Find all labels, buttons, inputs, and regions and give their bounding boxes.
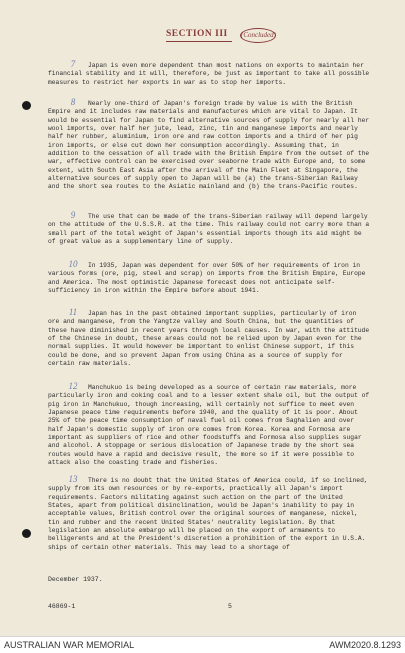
paragraph-text: The use that can be made of the trans-Siberian railway will depend largely on the attitude of the U.S.S.R. at the time. This railway could not carry more than a small part of the total weight of Japan's essential imports though its aid might be of great value as a supplementary line of supply. (48, 213, 370, 246)
paragraph-number: 8 (70, 97, 76, 107)
section-label: SECTION III (166, 29, 228, 39)
punch-hole (22, 529, 31, 538)
paragraph-text: Japan has in the past obtained important supplies, particularly of iron ore and manganese, from the Yangtze valley and South China, but the quantities of these have diminished in recent years through local causes. In war, with the attitude of the Chinese in doubt, these areas could not be relied upon by Japan even for the normal supplies. It would however be important to enlist Chinese support, if this could be done, and so prevent Japan from using China as a source of supply for certain raw materials. (48, 310, 370, 368)
document-date: December 1937. (48, 576, 103, 583)
paragraph-text: Nearly one-third of Japan's foreign trade by value is with the British Empire and it includes raw materials and manufactures which are vital to Japan. It would be essential for Japan to find alternative sources of supply for nearly all her wool imports, over half her jute, lead, zinc, tin and manganese imports and nearly half her rubber, aluminium, iron ore and raw cotton imports and a third of her pig iron imports, or else cut down her consumption accordingly. Assuming that, in addition to the cessation of all trade with the British Empire from the outset of the war, effective control can be exercised over seaborne trade with Europe and, to some extent, with South East Asia after the arrival of the Main Fleet at Singapore, the alternative sources of supply open to Japan will be (a) the trans-Siberian Railway and the short sea routes to the Asiatic mainland and (b) the trans-Pacific routes. (48, 100, 370, 191)
paragraph-number: 11 (68, 307, 78, 317)
paragraph-8 (48, 98, 370, 192)
paragraph-number: 13 (68, 474, 78, 484)
document-number: 46869-1 (48, 603, 76, 610)
paragraph-number: 10 (68, 259, 78, 269)
paragraph-text: Manchukuo is being developed as a source of certain raw materials, more particularly iron and coking coal and to a lesser extent shale oil, but the output of pig iron in Manchukuo, though increasing, will certainly not suffice to meet even Japanese peace time requirements before 1940, and the quality of it is poor. About 25% of the peace time consumption of naval fuel oil comes from Saghalien and over half Japan's domestic supply of iron ore comes from Korea. Korea and Formosa are important as suppliers of rice and other foodstuffs and Formosa also supplies sugar and alcohol. A stoppage or serious dislocation of Japanese trade by the short sea routes would have a rapid and decisive result, the more so if it were possible to attack also the coasting trade and fisheries. (48, 384, 370, 467)
paragraph-10 (48, 260, 370, 295)
paragraph-12 (48, 382, 370, 467)
paragraph-number: 9 (70, 210, 76, 220)
paragraph-13 (48, 475, 370, 552)
paragraph-text: In 1935, Japan was dependent for over 50% of her requirements of iron in various forms (ore, pig, steel and scrap) on imports from the British Empire, Europe and America. The most optimistic Japanese forecast does not anticipate self-sufficiency in iron within the Empire before about 1941. (48, 262, 366, 295)
paragraph-11 (48, 308, 370, 368)
paragraph-7 (48, 60, 370, 87)
archive-caption-bar (0, 636, 405, 653)
paragraph-text: Japan is even more dependent than most nations on exports to maintain her financial stability and it will, therefore, be just as important to take all possible measures to restrict her exports in war as to stop her imports. (48, 62, 370, 86)
archive-institution: AUSTRALIAN WAR MEMORIAL (4, 640, 135, 650)
handwritten-note: (Concluded) (240, 28, 276, 43)
section-underline (166, 41, 232, 42)
page-number: 5 (228, 603, 232, 610)
section-heading (166, 28, 286, 48)
paragraph-9 (48, 211, 370, 246)
paragraph-text: There is no doubt that the United States of America could, if so inclined, supply from its own resources or by re-exports, practically all Japan's import requirements. Factors militating against such action on the part of the United States, apart from political disinclination, would be Japan's inability to pay in acceptable values, British control over the original sources of manganese, nickel, tin and rubber and the recent United States' neutrality legislation. By that legislation an absolute embargo will be placed on the export of armaments to belligerents and at the President's discretion a prohibition of the export in U.S.A. ships of certain other materials. This may lead to a shortage of (48, 477, 368, 551)
punch-hole (22, 101, 31, 110)
archive-reference: AWM2020.8.1293 (329, 640, 401, 650)
paragraph-number: 12 (68, 381, 78, 391)
paragraph-number: 7 (70, 59, 76, 69)
